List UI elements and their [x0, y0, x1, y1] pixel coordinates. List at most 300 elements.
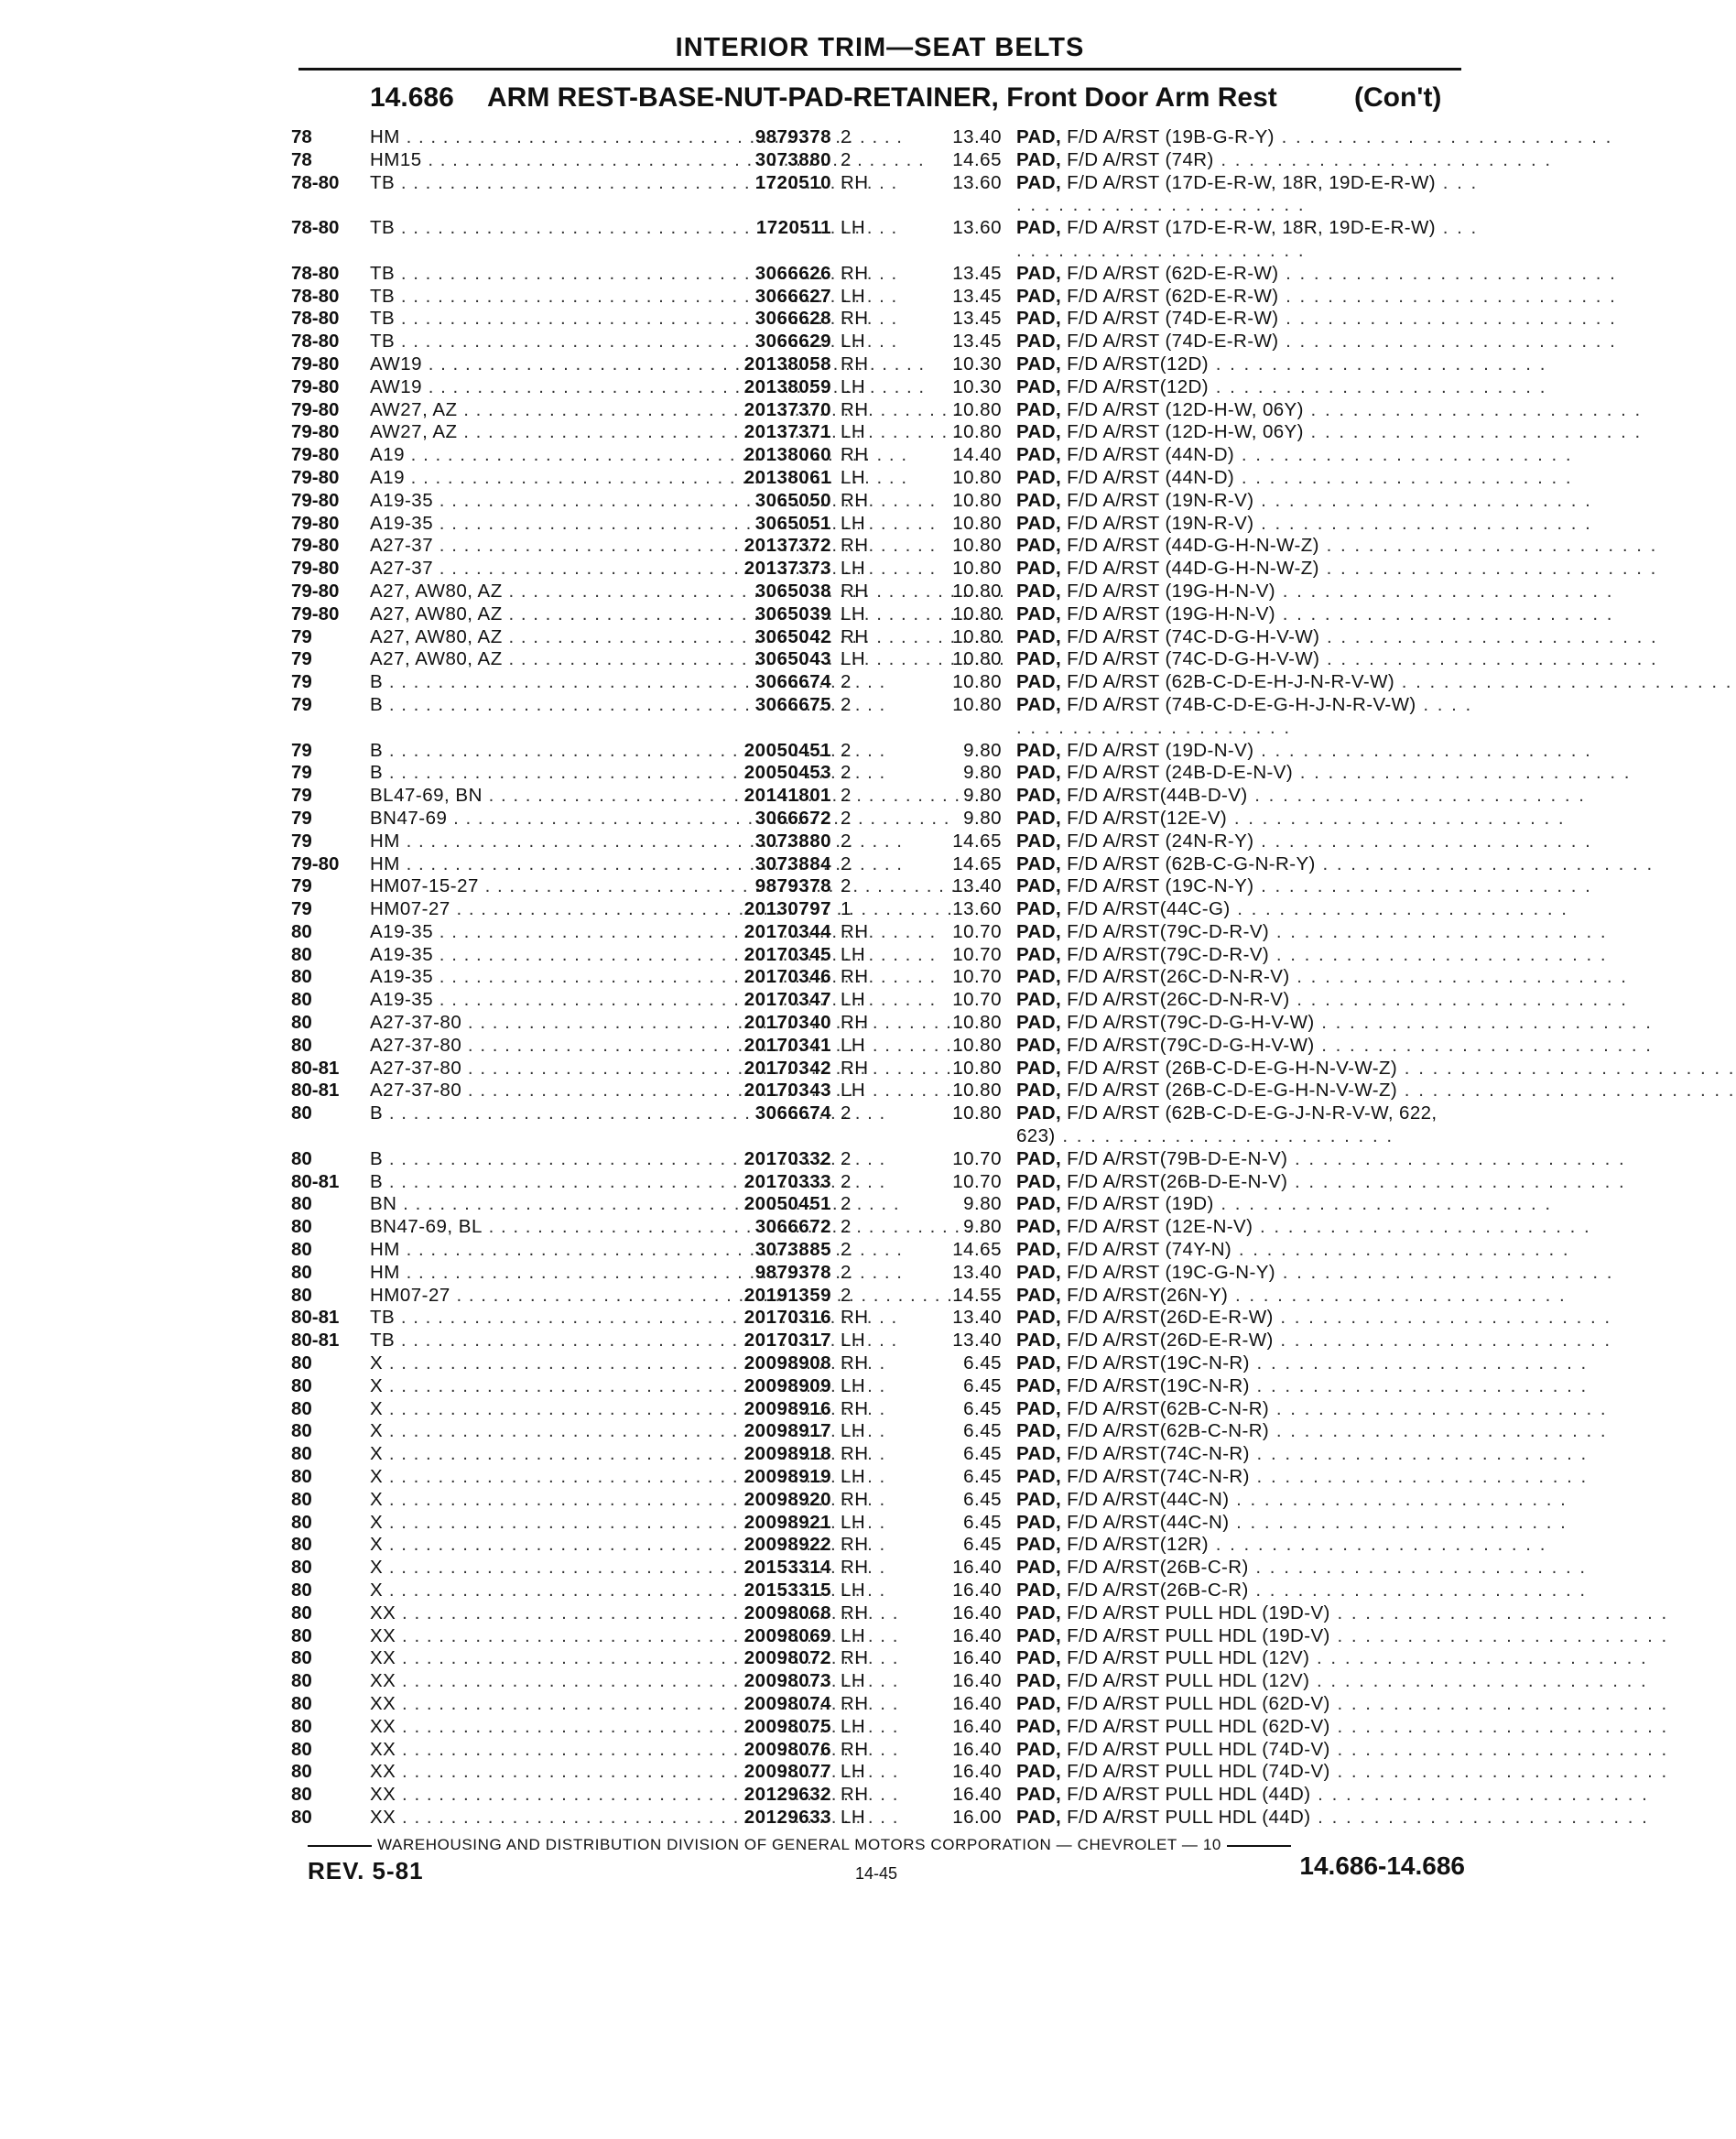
- table-row: [291, 1147, 1626, 1171]
- section-title: ARM REST-BASE-NUT-PAD-RETAINER,: [487, 82, 999, 113]
- table-row: [291, 671, 1733, 694]
- row-description: [1016, 1534, 1547, 1557]
- leader-dots: . . . . . . . . . . . . . . . . . . . . . . . .: [1234, 466, 1573, 488]
- row-description-prefix: PAD,: [1016, 421, 1062, 443]
- row-description-text: F/D A/RST (26B-C-D-E-G-H-N-V-W-Z): [1067, 1057, 1398, 1079]
- row-price: 6.45: [963, 1511, 1002, 1533]
- row-model: BL47-69, BN . . .: [370, 785, 681, 808]
- row-quantity: 2: [841, 1102, 852, 1124]
- row-description-prefix: PAD,: [1016, 693, 1062, 715]
- row-year: 79-80: [291, 353, 340, 375]
- row-description-text: F/D A/RST (19D-N-V): [1067, 739, 1254, 761]
- row-year: 80: [291, 1261, 312, 1283]
- row-year: 80: [291, 1784, 312, 1806]
- row-description: [1016, 217, 1481, 263]
- row-model: HM . . .: [370, 853, 681, 876]
- row-description-text: F/D A/RST (62D-E-R-W): [1067, 262, 1279, 284]
- row-description-prefix: PAD,: [1016, 1170, 1062, 1192]
- row-description-prefix: PAD,: [1016, 512, 1062, 534]
- row-part-number: 20098069: [743, 1624, 831, 1646]
- row-description: [1016, 625, 1658, 649]
- row-model: XX . . .: [370, 1647, 681, 1670]
- leader-dots: . . . . . . . . . . . . . . . . . . . . . . . .: [1303, 421, 1643, 443]
- row-model: A19-35 . . .: [370, 490, 681, 513]
- row-description-prefix: PAD,: [1016, 217, 1062, 239]
- row-price: 13.40: [952, 1261, 1002, 1283]
- row-model: BN47-69, BL . . .: [370, 1216, 681, 1239]
- row-quantity: LH: [841, 943, 866, 965]
- row-quantity: RH: [841, 1784, 869, 1806]
- row-year: 80: [291, 1034, 312, 1056]
- row-year: 79-80: [291, 535, 340, 557]
- row-year: 80: [291, 1602, 312, 1623]
- row-description: [1016, 1624, 1669, 1648]
- row-quantity: LH: [841, 1374, 866, 1396]
- leader-dots: . . . . . . . . . . . . . . . . . . . . . . . .: [1314, 1012, 1653, 1034]
- leader-dots: . . . . . . . . . . . . . . . . . . . . . . . .: [1209, 353, 1547, 375]
- table-row: [291, 1466, 1589, 1489]
- row-description: [1016, 466, 1573, 490]
- row-year: 80-81: [291, 1057, 340, 1079]
- leader-dots: . . . . . . . . . . . . . . . . . . . . . . . .: [1249, 1352, 1589, 1374]
- table-row: [291, 1784, 1649, 1807]
- row-description-prefix: PAD,: [1016, 1080, 1062, 1102]
- row-description: [1016, 966, 1628, 989]
- row-description: [1016, 852, 1655, 876]
- row-part-number: 20129632: [743, 1784, 831, 1806]
- row-description-text: F/D A/RST (62D-E-R-W): [1067, 285, 1279, 307]
- row-description: [1016, 1307, 1612, 1330]
- row-part-number: 20141801: [743, 785, 831, 807]
- row-model: HM15 . . .: [370, 149, 681, 172]
- table-row: [291, 217, 1481, 263]
- row-part-number: 3066629: [754, 331, 831, 353]
- row-description: [1016, 1397, 1608, 1421]
- row-description-text: F/D A/RST (44D-G-H-N-W-Z): [1067, 535, 1319, 557]
- row-quantity: 2: [841, 739, 852, 761]
- row-part-number: 20098922: [743, 1534, 831, 1556]
- row-price: 10.30: [952, 375, 1002, 397]
- row-quantity: LH: [841, 1466, 866, 1488]
- row-description-prefix: PAD,: [1016, 1239, 1062, 1261]
- row-description-prefix: PAD,: [1016, 1738, 1062, 1760]
- row-description-text: F/D A/RST (12E-N-V): [1067, 1216, 1253, 1238]
- row-description: [1016, 807, 1566, 831]
- row-part-number: 3073880: [754, 830, 831, 852]
- row-model: X . . .: [370, 1489, 681, 1512]
- table-row: [291, 830, 1592, 853]
- row-year: 80: [291, 1216, 312, 1238]
- table-row: [291, 1738, 1669, 1762]
- row-model: BN . . .: [370, 1193, 681, 1216]
- row-description: [1016, 558, 1658, 581]
- row-description-prefix: PAD,: [1016, 603, 1062, 624]
- table-row: [291, 580, 1614, 603]
- row-description-prefix: PAD,: [1016, 535, 1062, 557]
- row-description-text: F/D A/RST (12D-H-W, 06Y): [1067, 421, 1304, 443]
- row-description-text: F/D A/RST (24N-R-Y): [1067, 830, 1254, 852]
- row-description-text: F/D A/RST (17D-E-R-W, 18R, 19D-E-R-W): [1067, 217, 1436, 239]
- leader-dots: . . . . . . . . . . . . . . . . . . . . . . . .: [1278, 285, 1617, 307]
- row-quantity: RH: [841, 353, 869, 375]
- leader-dots: . . . . . . . . . . . . . . . . . . . . . . . .: [1016, 693, 1473, 738]
- table-row: [291, 353, 1547, 376]
- row-year: 78-80: [291, 331, 340, 353]
- row-price: 16.40: [952, 1738, 1002, 1760]
- row-description: [1016, 1715, 1669, 1739]
- row-price: 6.45: [963, 1374, 1002, 1396]
- table-row: [291, 1034, 1653, 1058]
- row-quantity: LH: [841, 1080, 866, 1102]
- row-year: 79: [291, 693, 312, 715]
- row-description-prefix: PAD,: [1016, 171, 1062, 193]
- leader-dots: . . . . . . . . . . . . . . . . . . . . . . . .: [1273, 1330, 1612, 1352]
- row-quantity: 2: [841, 1170, 852, 1192]
- row-quantity: RH: [841, 262, 869, 284]
- row-description: [1016, 1374, 1589, 1398]
- row-year: 79: [291, 739, 312, 761]
- row-quantity: RH: [841, 580, 869, 602]
- table-row: [291, 1012, 1653, 1035]
- row-description-text: F/D A/RST PULL HDL (74D-V): [1067, 1761, 1330, 1783]
- row-model: X . . .: [370, 1443, 681, 1466]
- row-description-prefix: PAD,: [1016, 489, 1062, 511]
- row-year: 78-80: [291, 285, 340, 307]
- row-model: AW27, AZ . . .: [370, 421, 681, 444]
- row-part-number: 3065038: [754, 580, 831, 602]
- row-description-text: F/D A/RST (19G-H-N-V): [1067, 603, 1276, 624]
- row-quantity: 2: [841, 1284, 852, 1306]
- row-description-prefix: PAD,: [1016, 1602, 1062, 1623]
- row-quantity: RH: [841, 1443, 869, 1465]
- row-part-number: 20098908: [743, 1352, 831, 1374]
- table-row: [291, 444, 1573, 467]
- row-description-prefix: PAD,: [1016, 262, 1062, 284]
- row-model: XX . . .: [370, 1670, 681, 1693]
- row-description-text: F/D A/RST (19G-H-N-V): [1067, 580, 1276, 602]
- row-description-prefix: PAD,: [1016, 830, 1062, 852]
- row-model: HM . . .: [370, 831, 681, 853]
- row-quantity: RH: [841, 1352, 869, 1374]
- row-year: 80: [291, 943, 312, 965]
- row-price: 9.80: [963, 739, 1002, 761]
- row-price: 10.80: [952, 1102, 1002, 1124]
- row-description-prefix: PAD,: [1016, 1715, 1062, 1737]
- row-description: [1016, 1466, 1589, 1489]
- row-description-prefix: PAD,: [1016, 148, 1062, 170]
- row-model: XX . . .: [370, 1784, 681, 1807]
- row-description-text: F/D A/RST(79C-D-R-V): [1067, 920, 1270, 942]
- leader-dots: . . . . . . . . . . . . . . . . . . . . . . . .: [1329, 1602, 1669, 1623]
- row-price: 14.65: [952, 148, 1002, 170]
- row-description-text: F/D A/RST(62B-C-N-R): [1067, 1397, 1270, 1419]
- row-quantity: LH: [841, 331, 866, 353]
- row-price: 10.70: [952, 1147, 1002, 1169]
- row-description: [1016, 580, 1614, 603]
- row-description-prefix: PAD,: [1016, 1147, 1062, 1169]
- row-model: TB . . .: [370, 1330, 681, 1352]
- row-model: B . . .: [370, 1171, 681, 1194]
- row-part-number: 3066672: [754, 807, 831, 829]
- row-description-prefix: PAD,: [1016, 1443, 1062, 1465]
- row-quantity: LH: [841, 1330, 866, 1352]
- leader-dots: . . . . . . . . . . . . . . . . . . . . . . . .: [1314, 1034, 1653, 1056]
- row-part-number: 20129633: [743, 1806, 831, 1828]
- row-model: HM07-27 . . .: [370, 1285, 681, 1308]
- row-description: [1016, 1330, 1612, 1352]
- row-description: [1016, 1511, 1568, 1535]
- row-year: 80: [291, 1284, 312, 1306]
- leader-dots: . . . . . . . . . . . . . . . . . . . . . . . .: [1231, 1239, 1570, 1261]
- table-row: [291, 466, 1573, 490]
- row-description-prefix: PAD,: [1016, 1261, 1062, 1283]
- row-part-number: 20138061: [743, 466, 831, 488]
- row-quantity: 2: [841, 875, 852, 897]
- row-quantity: LH: [841, 1034, 866, 1056]
- row-description-text: F/D A/RST (74C-D-G-H-V-W): [1067, 625, 1320, 647]
- table-row: [291, 1216, 1591, 1239]
- row-model: B . . .: [370, 740, 681, 763]
- row-description-text: F/D A/RST(26C-D-N-R-V): [1067, 989, 1290, 1011]
- row-description-prefix: PAD,: [1016, 898, 1062, 920]
- row-year: 80: [291, 1761, 312, 1783]
- row-model: A27-37 . . .: [370, 558, 681, 581]
- row-price: 16.40: [952, 1761, 1002, 1783]
- row-year: 79: [291, 671, 312, 693]
- leader-dots: . . . . . . . . . . . . . . . . . . . . . . . .: [1248, 1557, 1588, 1579]
- row-description: [1016, 489, 1592, 513]
- row-description-text: F/D A/RST(12R): [1067, 1534, 1209, 1556]
- row-price: 14.65: [952, 852, 1002, 874]
- table-row: [291, 1057, 1736, 1080]
- row-description-text: F/D A/RST(44C-N): [1067, 1488, 1230, 1510]
- row-description-prefix: PAD,: [1016, 1466, 1062, 1488]
- row-year: 79-80: [291, 398, 340, 420]
- table-row: [291, 1715, 1669, 1739]
- row-description-prefix: PAD,: [1016, 1034, 1062, 1056]
- row-description-prefix: PAD,: [1016, 331, 1062, 353]
- row-year: 80: [291, 1806, 312, 1828]
- leader-dots: . . . . . . . . . . . . . . . . . . . . . . . .: [1318, 558, 1658, 580]
- page-number: 14-45: [855, 1864, 898, 1883]
- row-price: 10.80: [952, 535, 1002, 557]
- row-price: 13.40: [952, 875, 1002, 897]
- row-quantity: LH: [841, 1420, 866, 1442]
- row-description-text: F/D A/RST PULL HDL (44D): [1067, 1784, 1311, 1806]
- table-row: [291, 148, 1553, 172]
- row-description-text: F/D A/RST(44C-N): [1067, 1511, 1230, 1533]
- row-description-prefix: PAD,: [1016, 1374, 1062, 1396]
- row-quantity: RH: [841, 171, 869, 193]
- row-year: 80: [291, 1715, 312, 1737]
- table-row: [291, 966, 1628, 989]
- row-quantity: 2: [841, 1261, 852, 1283]
- table-row: [291, 1534, 1547, 1557]
- row-model: B . . .: [370, 671, 681, 694]
- row-description-text: F/D A/RST PULL HDL (19D-V): [1067, 1602, 1330, 1623]
- row-description-prefix: PAD,: [1016, 625, 1062, 647]
- row-year: 80: [291, 966, 312, 988]
- row-description-text: F/D A/RST (74Y-N): [1067, 1239, 1232, 1261]
- row-part-number: 20170341: [743, 1034, 831, 1056]
- leader-dots: . . . . . . . . . . . . . . . . . . . . . . . .: [1329, 1715, 1669, 1737]
- row-description: [1016, 1012, 1653, 1035]
- table-row: [291, 1330, 1612, 1352]
- row-quantity: 2: [841, 785, 852, 807]
- table-row: [291, 762, 1632, 785]
- row-price: 10.70: [952, 943, 1002, 965]
- row-price: 10.80: [952, 671, 1002, 693]
- section-range: 14.686-14.686: [1299, 1851, 1465, 1880]
- row-quantity: LH: [841, 558, 866, 580]
- footer-division-text: WAREHOUSING AND DISTRIBUTION DIVISION OF GENERAL MOTORS CORPORATION — CHEVROLET — 10: [377, 1836, 1221, 1853]
- row-description: [1016, 694, 1481, 740]
- row-description-text: F/D A/RST(79B-D-E-N-V): [1067, 1147, 1288, 1169]
- row-price: 13.45: [952, 331, 1002, 353]
- leader-dots: . . . . . . . . . . . . . . . . . . . . . . . .: [1289, 989, 1628, 1011]
- row-part-number: 3066626: [754, 262, 831, 284]
- row-year: 79: [291, 898, 312, 920]
- row-description-text: F/D A/RST (44N-D): [1067, 444, 1235, 466]
- table-row: [291, 1670, 1648, 1693]
- row-price: 9.80: [963, 762, 1002, 784]
- row-description-text: F/D A/RST(12D): [1067, 353, 1209, 375]
- leader-dots: . . . . . . . . . . . . . . . . . . . . . . . .: [1303, 398, 1643, 420]
- row-model: A27-37-80 . . .: [370, 1035, 681, 1058]
- leader-dots: . . . . . . . . . . . . . . . . . . . . . . . .: [1249, 1443, 1589, 1465]
- row-price: 9.80: [963, 1193, 1002, 1215]
- table-row: [291, 1261, 1614, 1285]
- row-price: 10.80: [952, 489, 1002, 511]
- table-row: [291, 1602, 1669, 1625]
- row-part-number: 3066674: [754, 671, 831, 693]
- row-description: [1016, 989, 1628, 1012]
- row-description-text: F/D A/RST(79C-D-R-V): [1067, 943, 1270, 965]
- row-model: XX . . .: [370, 1693, 681, 1716]
- leader-dots: . . . . . . . . . . . . . . . . . . . . . . . .: [1329, 1738, 1669, 1760]
- row-part-number: 20130797: [743, 898, 831, 920]
- row-model: A27-37-80 . . .: [370, 1080, 681, 1102]
- row-description: [1016, 1193, 1553, 1216]
- table-row: [291, 489, 1592, 513]
- row-description-prefix: PAD,: [1016, 1420, 1062, 1442]
- leader-dots: . . . . . . . . . . . . . . . . . . . . . . . .: [1269, 943, 1608, 965]
- row-description: [1016, 1784, 1649, 1807]
- row-description: [1016, 830, 1592, 853]
- leader-dots: . . . . . . . . . . . . . . . . . . . . . . . .: [1329, 1624, 1669, 1646]
- row-price: 10.80: [952, 603, 1002, 624]
- table-row: [291, 421, 1643, 444]
- section-continued: (Con't): [1354, 82, 1442, 113]
- row-description-prefix: PAD,: [1016, 1330, 1062, 1352]
- row-part-number: 20170342: [743, 1057, 831, 1079]
- row-description-text: F/D A/RST (19C-N-Y): [1067, 875, 1254, 897]
- row-part-number: 20137370: [743, 398, 831, 420]
- table-row: [291, 1080, 1736, 1102]
- row-description: [1016, 943, 1608, 967]
- row-description: [1016, 1647, 1648, 1670]
- row-description-text: F/D A/RST(74C-N-R): [1067, 1466, 1250, 1488]
- row-description: [1016, 1670, 1648, 1693]
- row-description-prefix: PAD,: [1016, 1397, 1062, 1419]
- row-part-number: 20098919: [743, 1466, 831, 1488]
- leader-dots: . . . . . . . . . . . . . . . . . . . . . . . .: [1278, 331, 1617, 353]
- leader-dots: . . . . . . . . . . . . . . . . . . . . . . . .: [1287, 1170, 1626, 1192]
- row-price: 13.40: [952, 126, 1002, 147]
- row-description-prefix: PAD,: [1016, 285, 1062, 307]
- row-part-number: 20050451: [743, 1193, 831, 1215]
- row-part-number: 3066628: [754, 308, 831, 330]
- row-description-text: F/D A/RST PULL HDL (44D): [1067, 1806, 1311, 1828]
- row-description: [1016, 398, 1643, 422]
- leader-dots: . . . . . . . . . . . . . . . . . . . . . . . .: [1319, 648, 1658, 670]
- row-year: 80: [291, 1557, 312, 1579]
- row-description: [1016, 1580, 1588, 1602]
- row-year: 79-80: [291, 852, 340, 874]
- leader-dots: . . . . . . . . . . . . . . . . . . . . . . . .: [1209, 1534, 1547, 1556]
- row-year: 80: [291, 1239, 312, 1261]
- parts-list: [291, 126, 1736, 1830]
- row-model: X . . .: [370, 1420, 681, 1443]
- row-price: 10.80: [952, 558, 1002, 580]
- row-year: 80: [291, 1352, 312, 1374]
- leader-dots: . . . . . . . . . . . . . . . . . . . . . . . .: [1213, 148, 1553, 170]
- row-part-number: 20098074: [743, 1692, 831, 1714]
- row-model: AW19 . . .: [370, 353, 681, 376]
- row-quantity: LH: [841, 512, 866, 534]
- row-year: 79-80: [291, 421, 340, 443]
- row-quantity: RH: [841, 1557, 869, 1579]
- row-description-prefix: PAD,: [1016, 1557, 1062, 1579]
- row-description: [1016, 172, 1481, 218]
- row-quantity: RH: [841, 444, 869, 466]
- row-price: 10.80: [952, 398, 1002, 420]
- row-description-text: F/D A/RST(26B-C-R): [1067, 1580, 1249, 1601]
- row-price: 10.80: [952, 580, 1002, 602]
- table-row: [291, 262, 1617, 286]
- row-part-number: 20138059: [743, 375, 831, 397]
- row-description-text: F/D A/RST(26B-C-R): [1067, 1557, 1249, 1579]
- row-description: [1016, 1261, 1614, 1285]
- row-part-number: 20137371: [743, 421, 831, 443]
- row-description: [1016, 603, 1614, 626]
- row-description-prefix: PAD,: [1016, 1692, 1062, 1714]
- row-quantity: 2: [841, 762, 852, 784]
- section-number: 14.686: [370, 82, 454, 113]
- table-row: [291, 1488, 1568, 1512]
- row-quantity: LH: [841, 375, 866, 397]
- row-description-prefix: PAD,: [1016, 398, 1062, 420]
- row-description: [1016, 785, 1586, 808]
- row-part-number: 20138060: [743, 444, 831, 466]
- table-row: [291, 1420, 1608, 1443]
- row-description-prefix: PAD,: [1016, 308, 1062, 330]
- row-year: 80: [291, 1534, 312, 1556]
- row-description-text: F/D A/RST(44B-D-V): [1067, 785, 1248, 807]
- row-description-text: F/D A/RST (24B-D-E-N-V): [1067, 762, 1294, 784]
- row-description-text: F/D A/RST (19D): [1067, 1193, 1214, 1215]
- row-price: 13.45: [952, 308, 1002, 330]
- row-description-prefix: PAD,: [1016, 852, 1062, 874]
- row-year: 78-80: [291, 308, 340, 330]
- table-row: [291, 1397, 1608, 1421]
- leader-dots: . . . . . . . . . . . . . . . . . . . . . . . .: [1209, 375, 1547, 397]
- row-quantity: RH: [841, 1012, 869, 1034]
- leader-dots: . . . . . . . . . . . . . . . . . . . . . . . .: [1275, 580, 1614, 602]
- row-price: 16.00: [952, 1806, 1002, 1828]
- row-price: 6.45: [963, 1397, 1002, 1419]
- row-part-number: 20153315: [743, 1580, 831, 1601]
